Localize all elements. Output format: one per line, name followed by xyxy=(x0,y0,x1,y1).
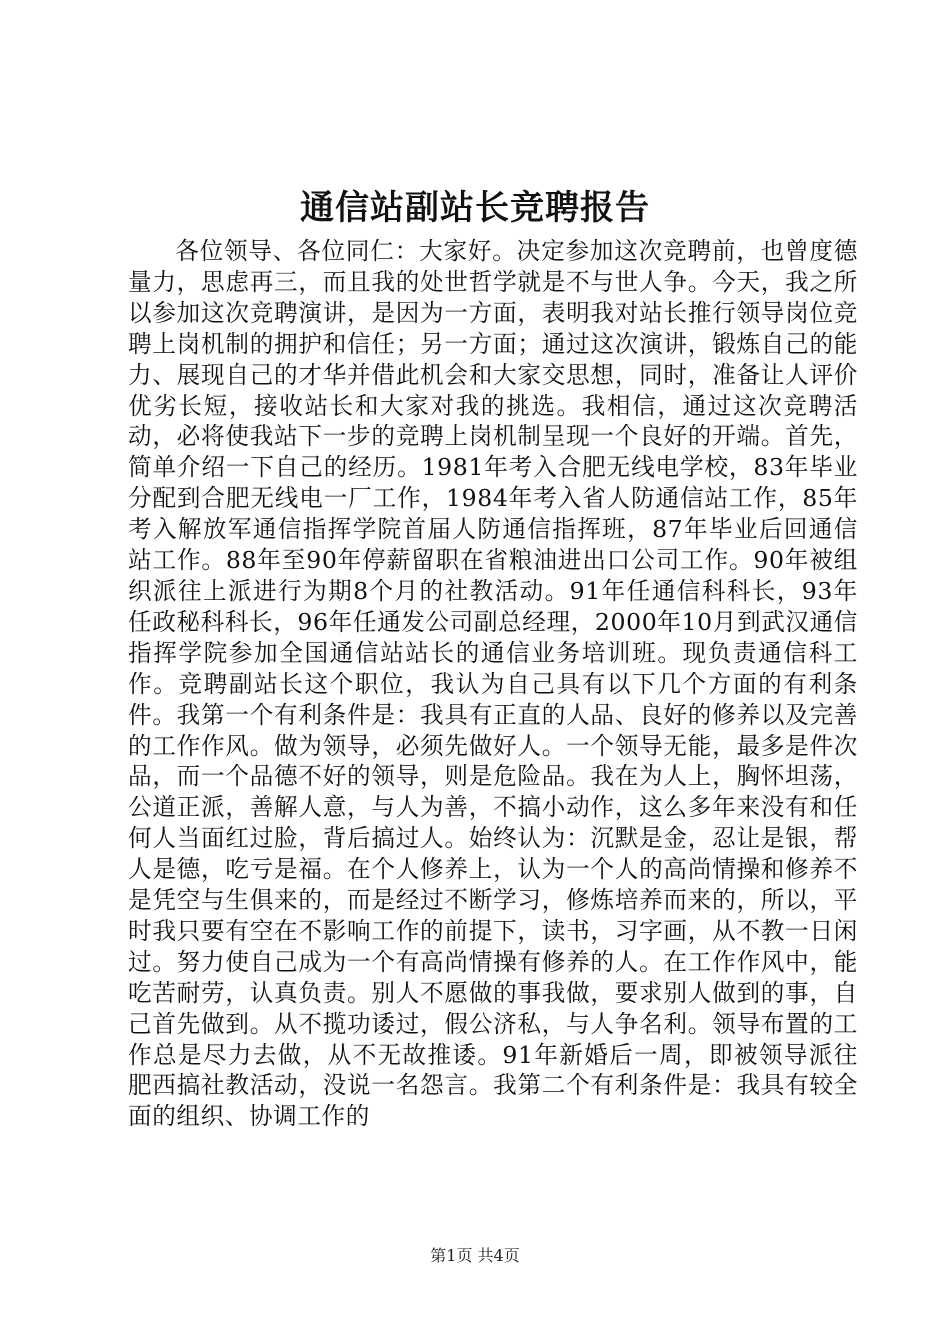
page-footer: 第1页 共4页 xyxy=(430,1246,520,1265)
document-title: 通信站副站长竞聘报告 xyxy=(300,188,650,228)
document-body-paragraph: 各位领导、各位同仁：大家好。决定参加这次竞聘前，也曾度德量力，思虑再三，而且我的处世哲学就是不与世人争。今天，我之所以参加这次竞聘演讲，是因为一方面，表明我对站长推行领导岗位竞聘上岗机制的拥护和信任；另一方面；通过这次演讲，锻炼自己的能力、展现自己的才华并借此机会和大家交思想，同时，准备让人评价优劣长短，接收站长和大家对我的挑选。我相信，通过这次竞聘活动，必将使我站下一步的竞聘上岗机制呈现一个良好的开端。首先，简单介绍一下自己的经历。1981年考入合肥无线电学校，83年毕业分配到合肥无线电一厂工作，1984年考入省人防通信站工作，85年考入解放军通信指挥学院首届人防通信指挥班，87年毕业后回通信站工作。88年至90年停薪留职在省粮油进出口公司工作。90年被组织派往上派进行为期8个月的社教活动。91年任通信科科长，93年任政秘科科长，96年任通发公司副总经理，2000年10月到武汉通信指挥学院参加全国通信站站长的通信业务培训班。现负责通信科工作。竞聘副站长这个职位，我认为自己具有以下几个方面的有利条件。我第一个有利条件是：我具有正直的人品、良好的修养以及完善的工作作风。做为领导，必须先做好人。一个领导无能，最多是件次品，而一个品德不好的领导，则是危险品。我在为人上，胸怀坦荡，公道正派，善解人意，与人为善，不搞小动作，这么多年来没有和任何人当面红过脸，背后搞过人。始终认为：沉默是金，忍让是银，帮人是德，吃亏是福。在个人修养上，认为一个人的高尚情操和修养不是凭空与生俱来的，而是经过不断学习，修炼培养而来的，所以，平时我只要有空在不影响工作的前提下，读书，习字画，从不教一日闲过。努力使自己成为一个有高尚情操有修养的人。在工作作风中，能吃苦耐劳，认真负责。别人不愿做的事我做，要求别人做到的事，自己首先做到。从不揽功诿过，假公济私，与人争名利。领导布置的工作总是尽力去做，从不无故推诿。91年新婚后一周，即被领导派往肥西搞社教活动，没说一名怨言。我第二个有利条件是：我具有较全面的组织、协调工作的 xyxy=(128,237,858,1131)
